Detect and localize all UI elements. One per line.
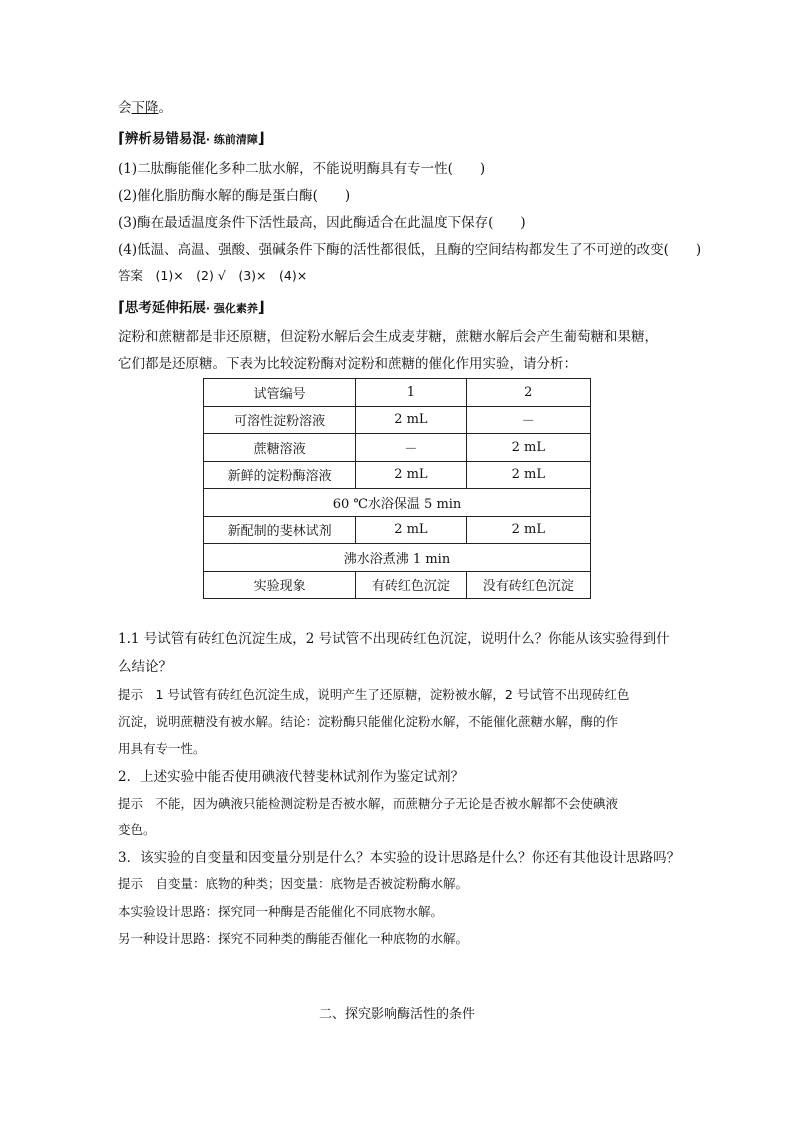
table-row-label: 可溶性淀粉溶液	[204, 406, 356, 434]
answer-2-line-1: 提示 不能，因为碘液只能检测淀粉是否被水解，而蔗糖分子无论是否被水解都不会使碘液	[118, 796, 619, 811]
table-row	[204, 406, 591, 434]
judge-item-1: (1)二肽酶能催化多种二肽水解，不能说明酶具有专一性( )	[118, 161, 486, 177]
table-cell: 1	[356, 379, 466, 407]
table-row	[204, 571, 591, 599]
table-row-label: 新配制的斐林试剂	[204, 516, 356, 544]
table-row	[204, 516, 591, 544]
intro-prefix: 会	[118, 100, 132, 116]
table-row-label: 实验现象	[204, 571, 356, 599]
question-1-line-1: 1.1 号试管有砖红色沉淀生成，2 号试管不出现砖红色沉淀，说明什么？你能从该实验得到什	[118, 631, 670, 647]
table-row-label: 新鲜的淀粉酶溶液	[204, 461, 356, 489]
judge-item-3: (3)酶在最适温度条件下活性最高，因此酶适合在此温度下保存( )	[118, 215, 526, 231]
table-cell: 2 mL	[466, 516, 590, 544]
next-section-title: 二、探究影响酶活性的条件	[318, 1007, 475, 1022]
answer-1-line-1: 提示 1 号试管有砖红色沉淀生成，说明产生了还原糖，淀粉被水解，2 号试管不出现砖红色	[118, 687, 630, 702]
question-1-line-2: 么结论？	[118, 659, 172, 675]
table-span-cell: 60 ℃水浴保温 5 min	[204, 489, 591, 517]
table-cell: －	[466, 406, 590, 434]
answer-1-line-2: 沉淀，说明蔗糖没有被水解。结论：淀粉酶只能催化淀粉水解，不能催化蔗糖水解，酶的作	[118, 714, 619, 729]
answer-line: 答案 (1)× (2) √ (3)× (4)×	[118, 268, 308, 283]
judge-item-4: (4)低温、高温、强酸、强碱条件下酶的活性都很低，且酶的空间结构都发生了不可逆的改变( )	[118, 242, 702, 258]
section2-title: 思考延伸拓展	[124, 300, 206, 316]
table-cell: 2 mL	[466, 461, 590, 489]
open-bracket-glyph: ⌈	[118, 129, 125, 147]
question-3-line-1: 3．该实验的自变量和因变量分别是什么？本实验的设计思路是什么？你还有其他设计思路吗？	[118, 850, 681, 866]
table-cell: 2 mL	[356, 461, 466, 489]
open-bracket-glyph: ⌈	[118, 298, 125, 316]
section2-intro-line-2: 它们都是还原糖。下表为比较淀粉酶对淀粉和蔗糖的催化作用实验，请分析：	[118, 356, 577, 372]
table-span-cell: 沸水浴煮沸 1 min	[204, 544, 591, 572]
question-2-line-1: 2．上述实验中能否使用碘液代替斐林试剂作为鉴定试剂？	[118, 769, 465, 785]
table-cell: 没有砖红色沉淀	[466, 571, 590, 599]
table-row-label: 蔗糖溶液	[204, 434, 356, 462]
intro-underlined: 下降	[131, 100, 159, 116]
section2-intro-line-1: 淀粉和蔗糖都是非还原糖，但淀粉水解后会生成麦芽糖，蔗糖水解后会产生葡萄糖和果糖，	[118, 329, 658, 345]
experiment-table	[203, 378, 591, 599]
table-row	[204, 434, 591, 462]
close-bracket-glyph: ⌋	[257, 129, 265, 147]
table-cell: 2	[466, 379, 590, 407]
section2-subtitle: · 强化素养	[205, 302, 258, 315]
table-cell: 2 mL	[356, 516, 466, 544]
section-heading-extension	[118, 296, 265, 316]
answer-3-line-2: 本实验设计思路：探究同一种酶是否能催化不同底物水解。	[118, 904, 444, 919]
judge-item-2: (2)催化脂肪酶水解的酶是蛋白酶( )	[118, 188, 351, 204]
answer-3-line-1: 提示 自变量：底物的种类；因变量：底物是否被淀粉酶水解。	[118, 876, 469, 891]
intro-line	[118, 96, 172, 116]
section1-title: 辨析易错易混	[124, 131, 206, 147]
section1-subtitle: · 练前清障	[205, 133, 258, 146]
answer-1-line-3: 用具有专一性。	[118, 741, 206, 756]
table-row-label: 试管编号	[204, 379, 356, 407]
table-cell: 有砖红色沉淀	[356, 571, 466, 599]
table-cell: －	[356, 434, 466, 462]
close-bracket-glyph: ⌋	[257, 298, 265, 316]
table-cell: 2 mL	[356, 406, 466, 434]
table-row	[204, 461, 591, 489]
section-heading-errors	[118, 127, 265, 147]
intro-suffix: 。	[158, 100, 172, 116]
answer-3-line-3: 另一种设计思路：探究不同种类的酶能否催化一种底物的水解。	[118, 931, 469, 946]
table-cell: 2 mL	[466, 434, 590, 462]
table-row	[204, 544, 591, 572]
table-row	[204, 379, 591, 407]
table-row	[204, 489, 591, 517]
answer-2-line-2: 变色。	[118, 822, 156, 837]
